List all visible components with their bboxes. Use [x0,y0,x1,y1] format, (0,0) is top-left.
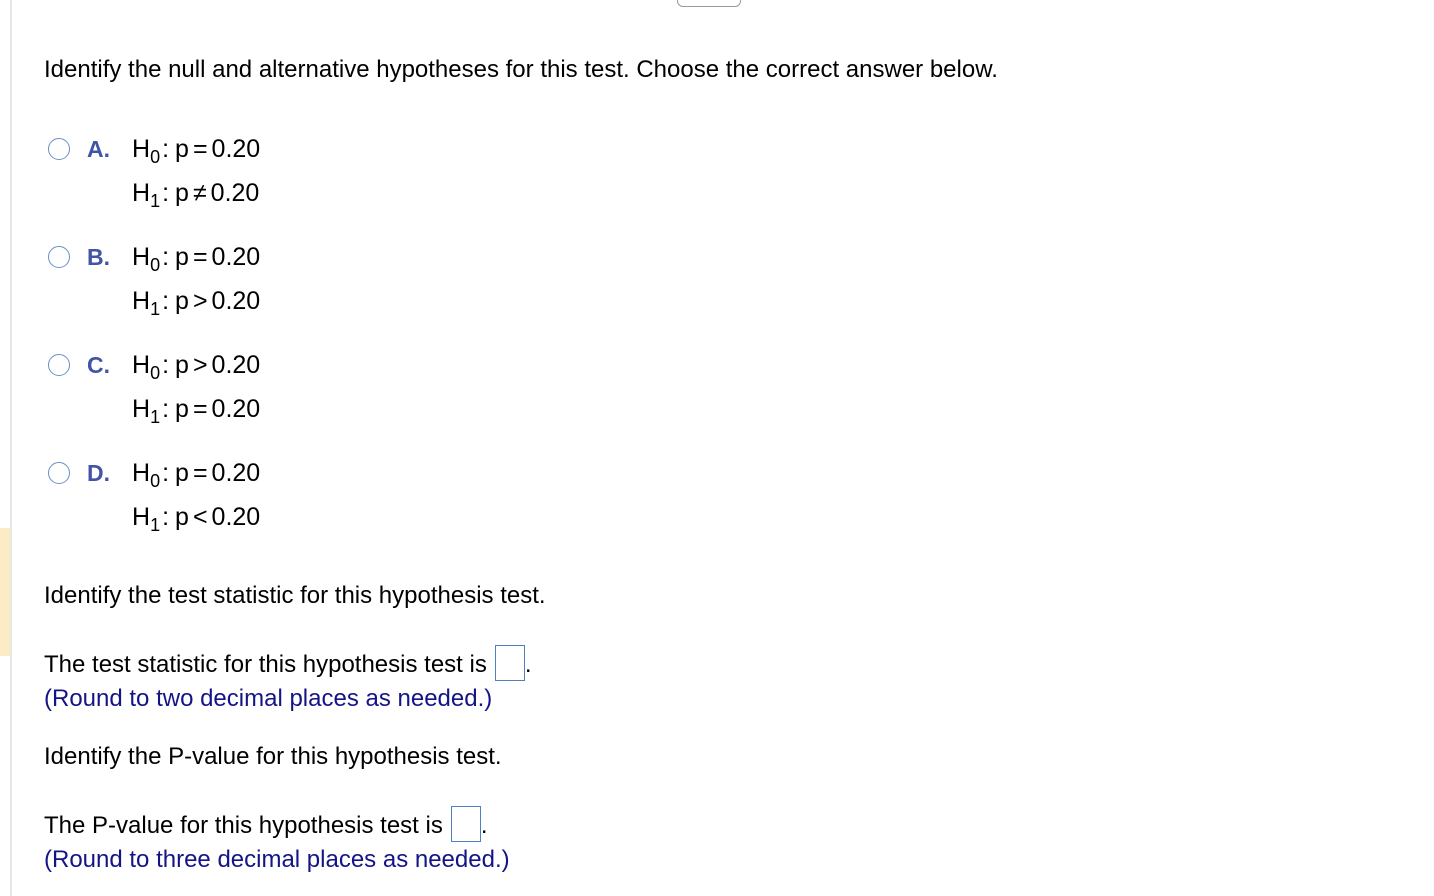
option-a-letter: A. [87,136,110,162]
option-d-alternative-hypothesis: $H_1$: p < 0.20 [132,503,261,535]
option-c-radio[interactable] [48,354,70,376]
option-a[interactable] [46,134,446,214]
left-divider [10,0,12,896]
p-value-label: The P-value for this hypothesis test is [44,812,443,839]
test-statistic-input[interactable] [495,645,525,681]
test-statistic-hint: (Round to two decimal places as needed.) [44,685,493,712]
option-d-radio[interactable] [48,462,70,484]
option-d-null-hypothesis: $H_0$: p = 0.20 [132,459,261,491]
hypotheses-question: Identify the null and alternative hypotheses for this test. Choose the correct answer below. [44,56,998,83]
test-statistic-label: The test statistic for this hypothesis test is [44,651,487,678]
p-value-input[interactable] [451,806,481,842]
option-a-alternative-hypothesis: $H_1$: p ≠ 0.20 [132,179,260,211]
option-c-null-hypothesis: $H_0$: p > 0.20 [132,351,261,383]
option-b-radio[interactable] [48,246,70,268]
option-b-null-hypothesis: $H_0$: p = 0.20 [132,243,261,275]
option-d[interactable] [46,458,446,538]
option-c-letter: C. [87,352,110,378]
p-value-question: Identify the P-value for this hypothesis test. [44,743,502,770]
option-b-alternative-hypothesis: $H_1$: p > 0.20 [132,287,261,319]
option-d-letter: D. [87,460,110,486]
test-statistic-question: Identify the test statistic for this hypothesis test. [44,582,546,609]
option-b-letter: B. [87,244,110,270]
option-a-radio[interactable] [48,138,70,160]
option-b[interactable] [46,242,446,322]
top-tab-handle[interactable] [677,0,741,7]
p-value-hint: (Round to three decimal places as needed.) [44,846,510,873]
p-value-sentence [44,806,488,842]
option-c[interactable] [46,350,446,430]
option-a-null-hypothesis: $H_0$: p = 0.20 [132,135,261,167]
left-accent-bar [0,528,10,656]
p-value-period: . [480,812,488,839]
test-statistic-sentence [44,645,532,681]
option-c-alternative-hypothesis: $H_1$: p = 0.20 [132,395,261,427]
test-statistic-period: . [524,651,532,678]
